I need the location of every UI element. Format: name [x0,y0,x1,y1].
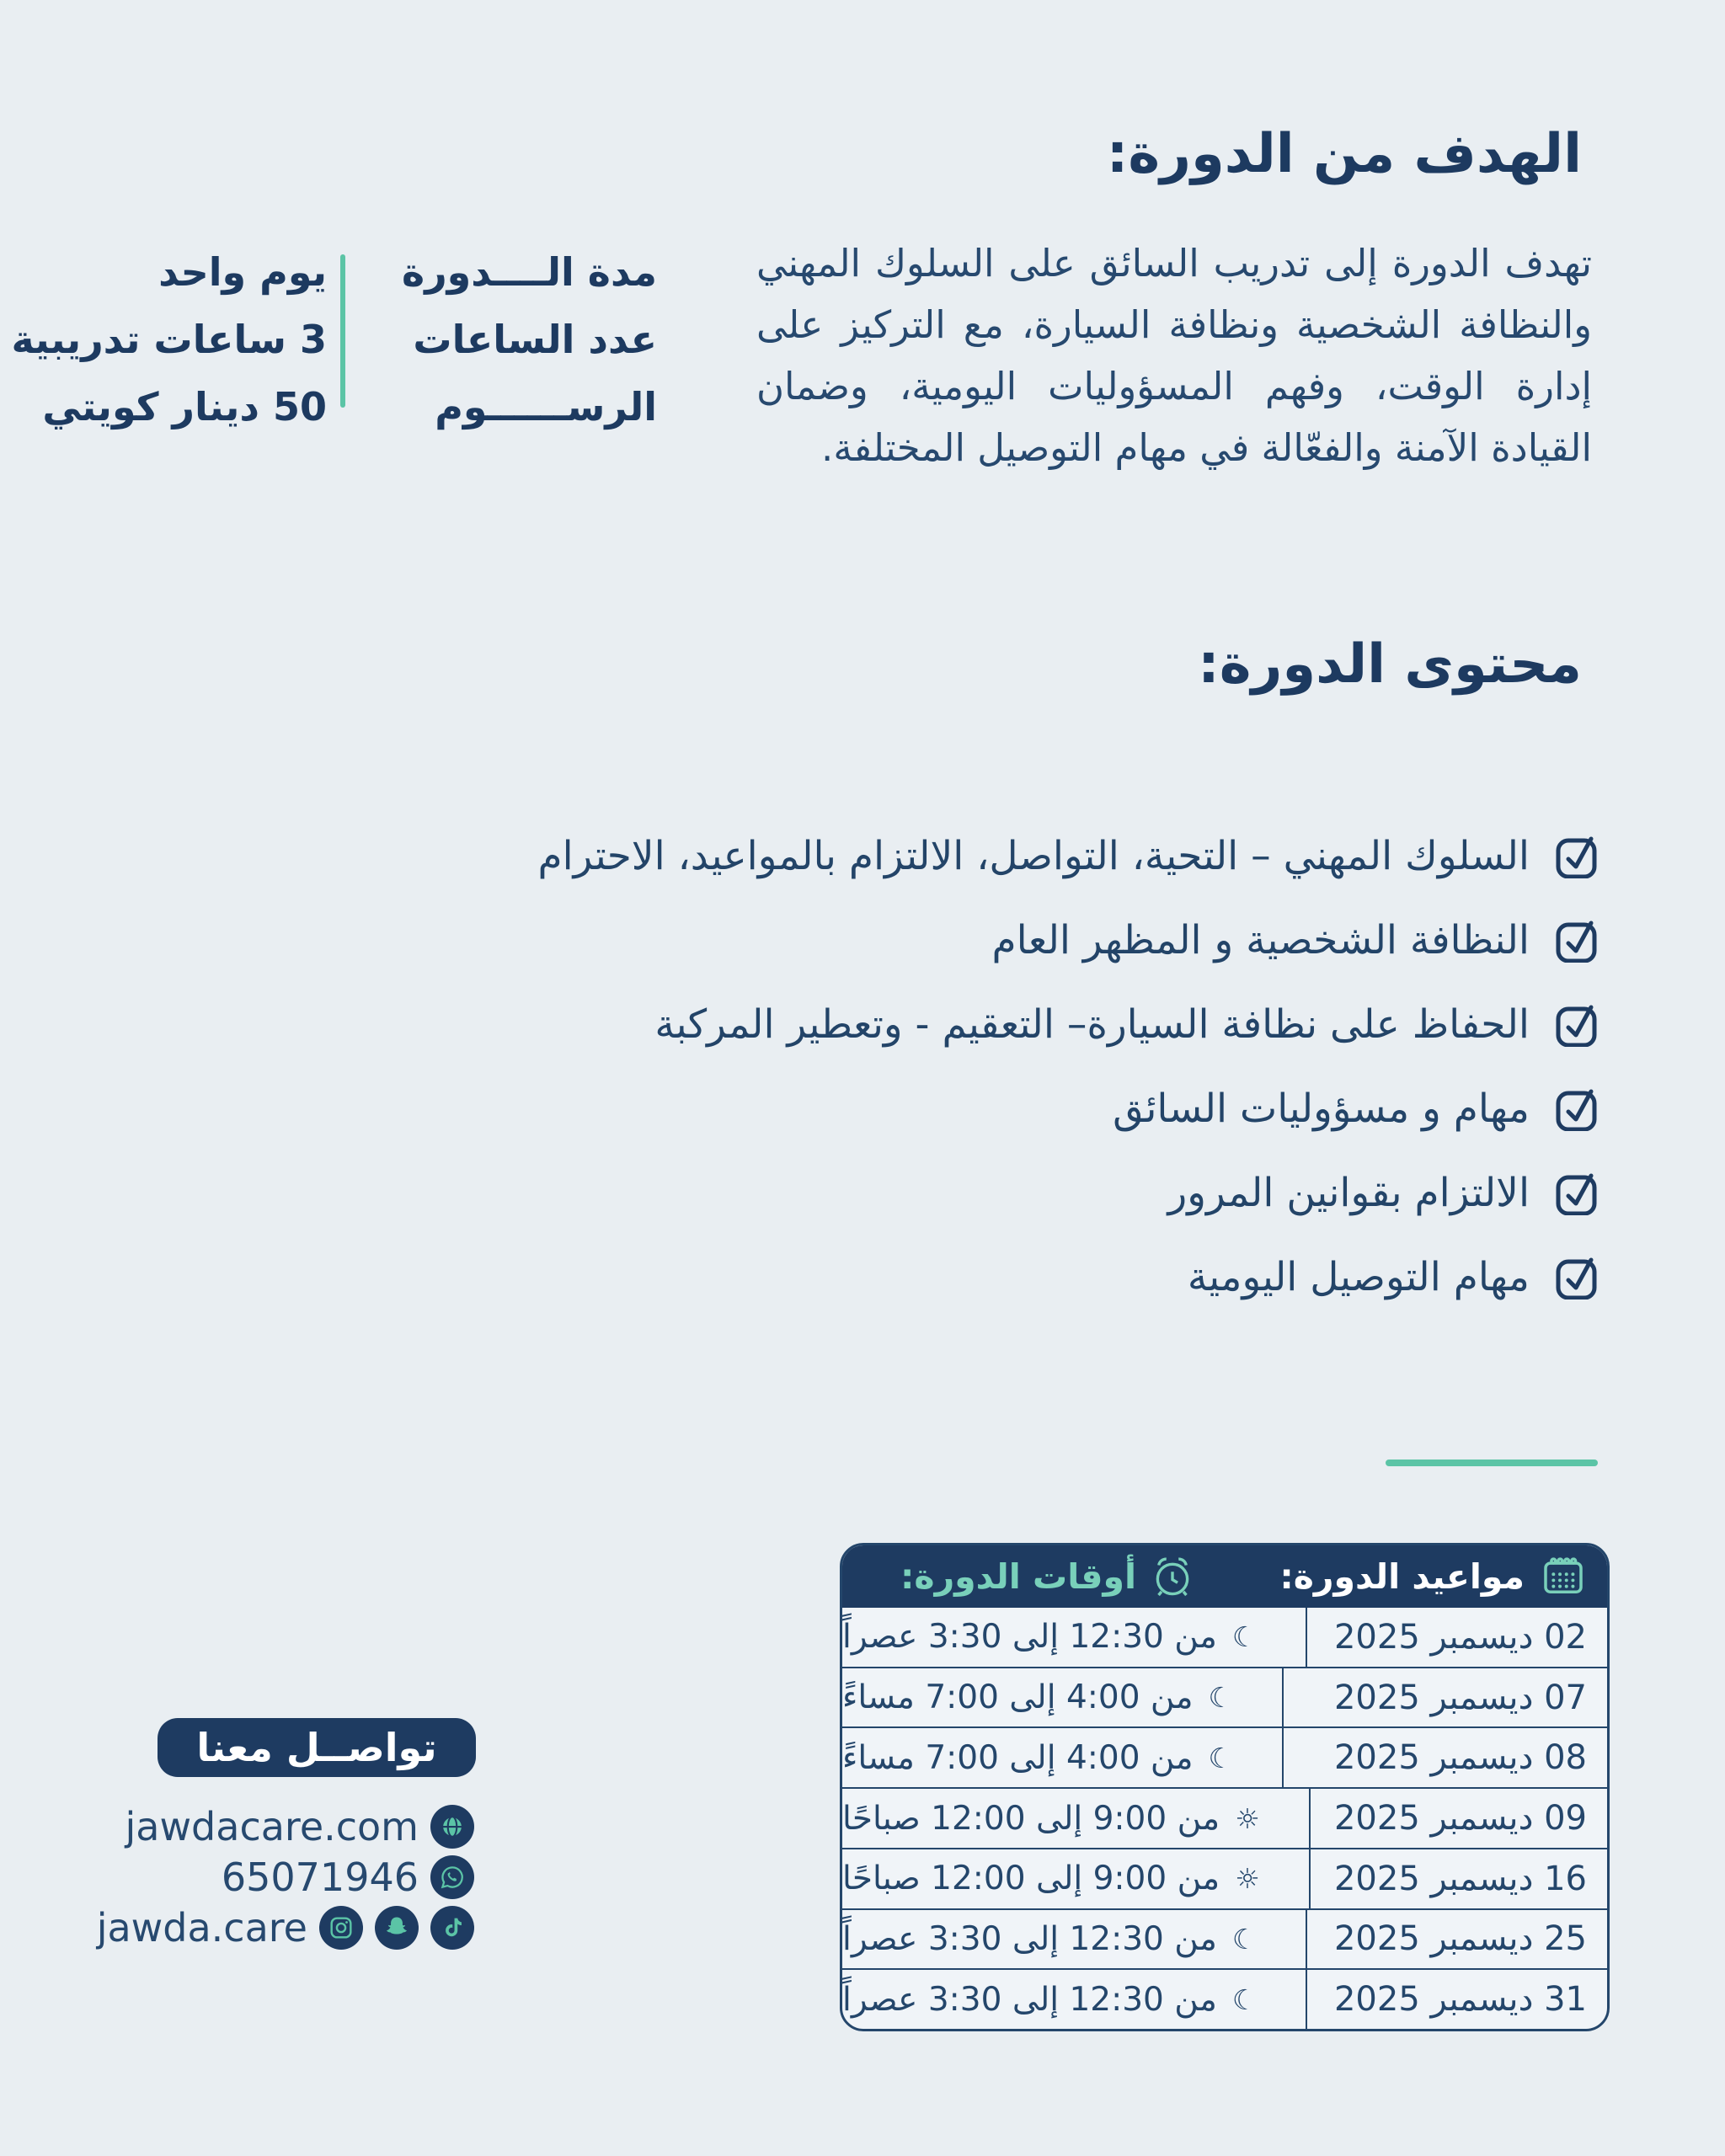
list-item-label: مهام التوصيل اليومية [1187,1253,1530,1300]
list-item-label: مهام و مسؤوليات السائق [1113,1085,1530,1132]
date-cell: 02 ديسمبر 2025 [1306,1608,1607,1667]
phone-row [222,1854,474,1900]
table-row [842,1848,1607,1908]
list-item-label: النظافة الشخصية و المظهر العام [991,916,1530,963]
social-handle[interactable]: jawda.care [96,1905,307,1951]
date-cell: 08 ديسمبر 2025 [1282,1728,1607,1787]
time-cell [842,1668,1282,1727]
checkbox-icon [1555,1254,1600,1299]
schedule-table-body [842,1608,1607,2029]
website-link[interactable]: jawdacare.com [125,1804,419,1849]
time-cell [842,1789,1309,1848]
list-item-label: الحفاظ على نظافة السيارة– التعقيم - وتعطير المركبة [654,1001,1530,1048]
instagram-icon[interactable] [319,1906,363,1950]
dates-header-cell [1255,1545,1607,1608]
date-cell: 16 ديسمبر 2025 [1309,1849,1607,1908]
list-item [537,1169,1600,1216]
separator-line [1386,1460,1598,1466]
list-item [537,832,1600,879]
time-label: من 12:30 إلى 3:30 عصراً [842,1919,1217,1958]
snapchat-icon[interactable] [375,1906,419,1950]
checkbox-icon [1555,1001,1600,1047]
social-row [97,1905,474,1951]
schedule-table-header [842,1545,1607,1608]
fact-value-fees: 50 دينار كويتي [42,384,327,430]
facts-divider-line [340,254,345,408]
checkbox-icon [1555,1086,1600,1131]
list-item-label: الالتزام بقوانين المرور [1167,1169,1530,1216]
course-content-checklist [537,832,1600,1337]
table-row [842,1968,1607,2029]
date-cell: 07 ديسمبر 2025 [1282,1668,1607,1727]
date-cell: 25 ديسمبر 2025 [1306,1910,1607,1969]
alarm-clock-icon [1148,1552,1197,1601]
tiktok-icon[interactable] [430,1906,474,1950]
date-cell: 09 ديسمبر 2025 [1309,1789,1607,1848]
time-label: من 4:00 إلى 7:00 مساءً [842,1678,1194,1717]
time-cell [842,1910,1306,1969]
course-facts-labels [360,238,657,440]
table-row [842,1608,1607,1667]
time-cell [842,1970,1306,2029]
phone-link[interactable]: 65071946 [221,1854,419,1900]
globe-icon[interactable] [430,1805,474,1849]
goal-section-title: الهدف من الدورة: [1106,123,1582,185]
time-cell [842,1728,1282,1787]
time-cell [842,1608,1306,1667]
table-row [842,1908,1607,1969]
content-section-title: محتوى الدورة: [1198,633,1582,696]
sun-icon: ☼ [1235,1862,1260,1896]
table-row [842,1787,1607,1848]
moon-icon: ☾ [1208,1681,1234,1715]
list-item [537,1001,1600,1048]
moon-icon: ☾ [1231,1983,1258,2016]
fact-label-hours: عدد الساعات [413,317,657,362]
time-label: من 4:00 إلى 7:00 مساءً [842,1738,1194,1777]
list-item [537,916,1600,963]
website-row [125,1804,474,1849]
fact-value-duration: يوم واحد [158,249,327,295]
checkbox-icon [1555,833,1600,878]
times-header-label: أوقات الدورة: [900,1556,1137,1597]
list-item [537,1253,1600,1300]
time-label: من 9:00 إلى 12:00 صباحًا [842,1799,1220,1838]
goal-paragraph: تهدف الدورة إلى تدريب السائق على السلوك المهني والنظافة الشخصية ونظافة السيارة، مع التركيز على إدارة الوقت، وفهم المسؤوليات اليومية، وضمان القيادة الآمنة والفعّالة في مهام التوصيل المختلفة. [756,241,1592,470]
time-label: من 9:00 إلى 12:00 صباحًا [842,1860,1220,1898]
fact-value-hours: 3 ساعات تدريبية [11,317,327,362]
moon-icon: ☾ [1208,1741,1234,1774]
time-label: من 12:30 إلى 3:30 عصراً [842,1618,1217,1657]
course-facts-values [11,238,327,440]
table-row [842,1667,1607,1727]
moon-icon: ☾ [1231,1620,1258,1654]
checkbox-icon [1555,917,1600,963]
moon-icon: ☾ [1231,1922,1258,1956]
times-header-cell [842,1545,1255,1608]
date-cell: 31 ديسمبر 2025 [1306,1970,1607,2029]
fact-label-duration: مدة الــــدورة [402,249,657,295]
table-row [842,1726,1607,1787]
contact-badge: تواصــل معنا [158,1718,476,1777]
list-item [537,1085,1600,1132]
checkbox-icon [1555,1170,1600,1215]
time-label: من 12:30 إلى 3:30 عصراً [842,1980,1217,2019]
sun-icon: ☼ [1235,1801,1260,1835]
whatsapp-icon[interactable] [430,1855,474,1899]
list-item-label: السلوك المهني – التحية، التواصل، الالتزام بالمواعيد، الاحترام [537,832,1530,879]
fact-label-fees: الرســــــوم [435,384,657,430]
calendar-icon [1540,1553,1587,1600]
dates-header-label: مواعيد الدورة: [1279,1556,1525,1597]
time-cell [842,1849,1309,1908]
schedule-table [840,1543,1610,2031]
